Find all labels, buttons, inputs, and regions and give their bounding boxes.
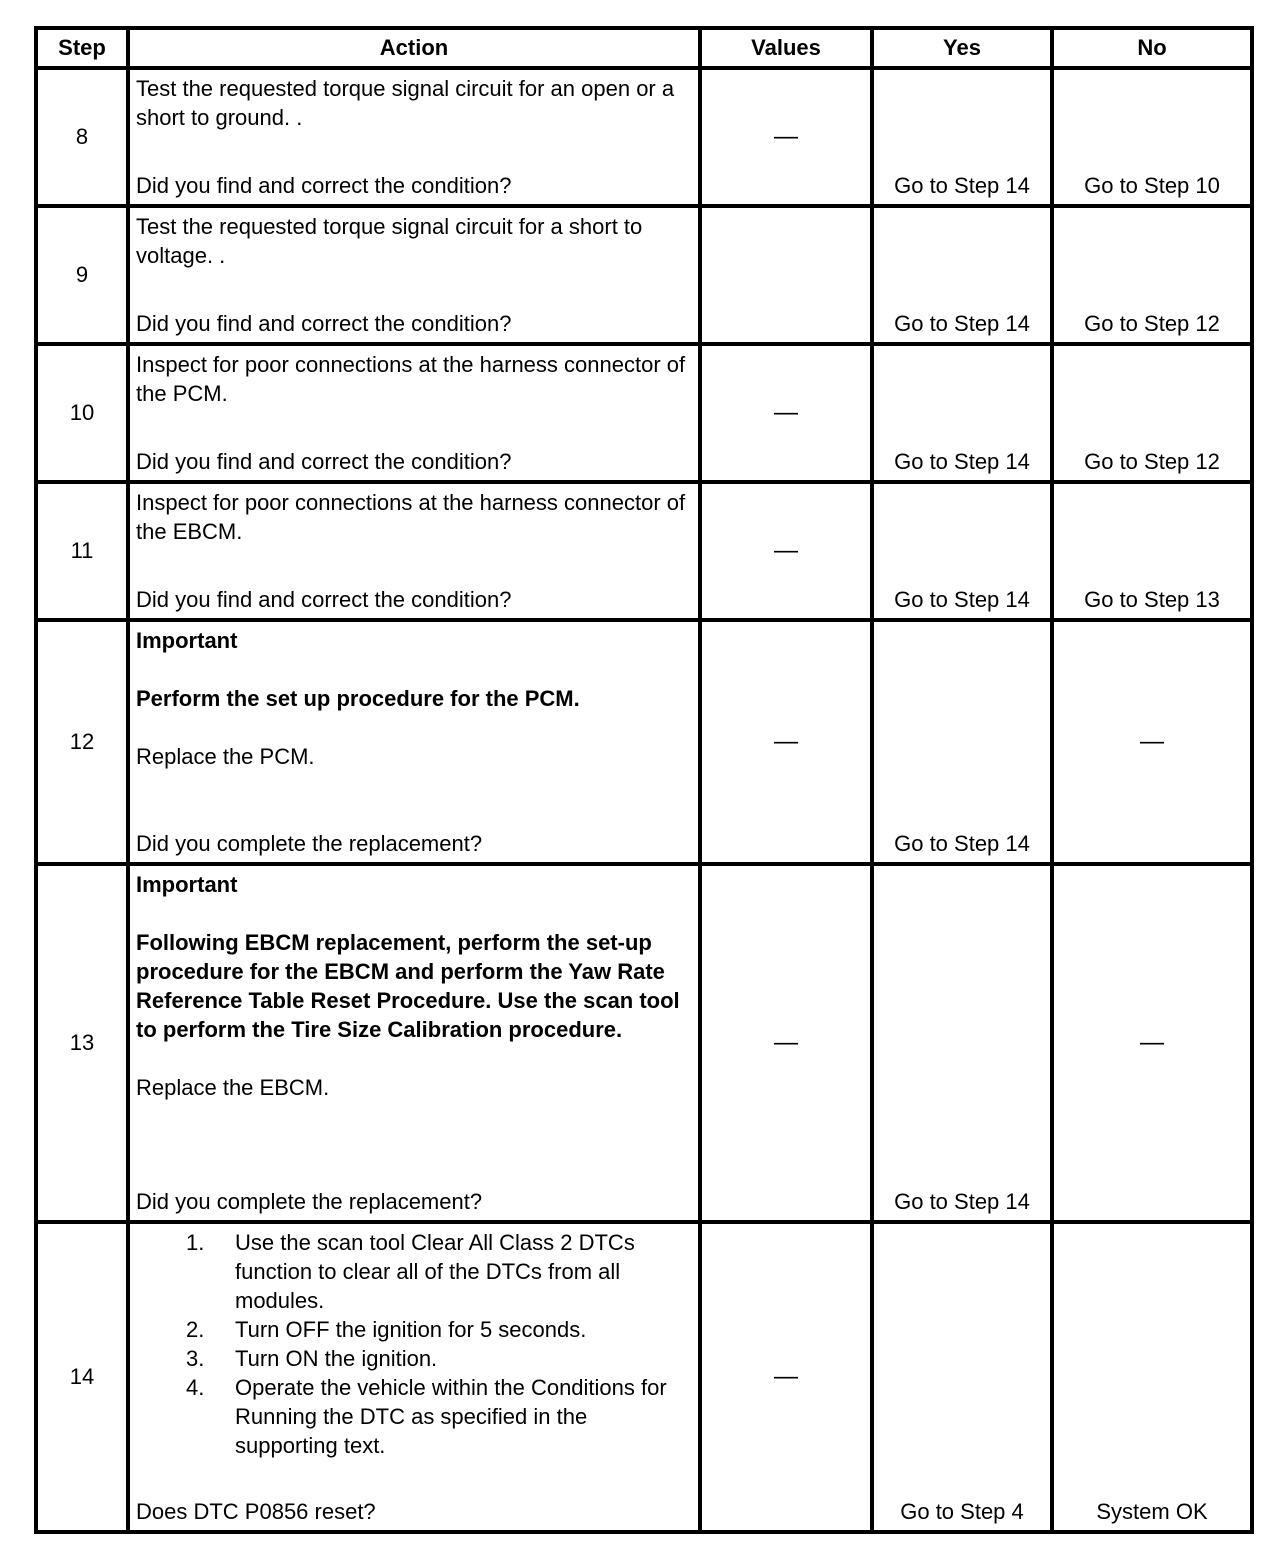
- step-number: 10: [36, 344, 128, 482]
- table-row: [36, 620, 1252, 864]
- action-cell: [128, 620, 700, 864]
- action-cell: [128, 482, 700, 620]
- yes-cell: [872, 68, 1052, 206]
- important-text: Following EBCM replacement, perform the set-up procedure for the EBCM and perform the Yaw Rate Reference Table Reset Procedure. Use the scan tool to perform the Tire Size Calibration procedure.: [136, 930, 680, 1042]
- values-dash: —: [774, 728, 798, 755]
- list-item: [136, 1344, 692, 1373]
- table-row: [36, 864, 1252, 1222]
- step-number: 9: [36, 206, 128, 344]
- values-dash: —: [774, 1363, 798, 1390]
- question-text: Did you complete the replacement?: [136, 1189, 483, 1214]
- header-no: No: [1052, 28, 1252, 68]
- header-yes: Yes: [872, 28, 1052, 68]
- yes-cell: [872, 344, 1052, 482]
- list-text: Operate the vehicle within the Conditions for Running the DTC as specified in the supporting text.: [235, 1375, 667, 1458]
- no-answer: Go to Step 12: [1084, 449, 1220, 474]
- list-item: [136, 1373, 692, 1460]
- important-label: Important: [136, 872, 238, 897]
- action-text: Test the requested torque signal circuit for an open or a short to ground. .: [136, 76, 675, 130]
- yes-cell: [872, 620, 1052, 864]
- table-row: [36, 344, 1252, 482]
- no-answer: Go to Step 12: [1084, 311, 1220, 336]
- header-values: Values: [700, 28, 872, 68]
- header-row: [36, 28, 1252, 68]
- yes-answer: Go to Step 14: [894, 449, 1030, 474]
- table-row: [36, 1222, 1252, 1532]
- yes-answer: Go to Step 4: [900, 1499, 1024, 1524]
- action-cell: [128, 68, 700, 206]
- step-number: 12: [36, 620, 128, 864]
- yes-answer: Go to Step 14: [894, 1189, 1030, 1214]
- yes-cell: [872, 482, 1052, 620]
- table-row: [36, 68, 1252, 206]
- values-cell: [700, 864, 872, 1222]
- no-cell: [1052, 1222, 1252, 1532]
- no-dash: —: [1140, 728, 1164, 755]
- list-text: Use the scan tool Clear All Class 2 DTCs function to clear all of the DTCs from all modules.: [235, 1230, 635, 1313]
- list-item: [136, 1228, 692, 1315]
- important-label: Important: [136, 628, 238, 653]
- values-dash: —: [774, 1029, 798, 1056]
- list-number: 3.: [186, 1346, 205, 1371]
- list-item: [136, 1315, 692, 1344]
- list-text: Turn OFF the ignition for 5 seconds.: [235, 1317, 587, 1342]
- yes-answer: Go to Step 14: [894, 587, 1030, 612]
- no-cell: [1052, 482, 1252, 620]
- action-text: Inspect for poor connections at the harness connector of the PCM.: [136, 352, 686, 406]
- step-number: 13: [36, 864, 128, 1222]
- no-answer: Go to Step 10: [1084, 173, 1220, 198]
- no-cell: [1052, 864, 1252, 1222]
- action-text: Replace the EBCM.: [136, 1075, 330, 1100]
- question-text: Did you find and correct the condition?: [136, 311, 512, 336]
- values-cell: [700, 206, 872, 344]
- yes-answer: Go to Step 14: [894, 831, 1030, 856]
- values-dash: —: [774, 537, 798, 564]
- action-text: Test the requested torque signal circuit for a short to voltage. .: [136, 214, 643, 268]
- header-step: Step: [36, 28, 128, 68]
- yes-cell: [872, 1222, 1052, 1532]
- step-number: 14: [36, 1222, 128, 1532]
- action-text: Replace the PCM.: [136, 744, 315, 769]
- list-number: 1.: [186, 1230, 205, 1255]
- values-cell: [700, 620, 872, 864]
- values-cell: [700, 344, 872, 482]
- table-row: [36, 482, 1252, 620]
- question-text: Did you find and correct the condition?: [136, 587, 512, 612]
- values-dash: —: [774, 123, 798, 150]
- values-cell: [700, 482, 872, 620]
- table-row: [36, 206, 1252, 344]
- yes-answer: Go to Step 14: [894, 173, 1030, 198]
- no-cell: [1052, 206, 1252, 344]
- action-cell: [128, 1222, 700, 1532]
- action-cell: [128, 344, 700, 482]
- values-dash: —: [774, 399, 798, 426]
- diagnostic-table: [34, 26, 1254, 1534]
- list-number: 4.: [186, 1375, 205, 1400]
- question-text: Does DTC P0856 reset?: [136, 1499, 376, 1524]
- procedure-list: [136, 1228, 692, 1460]
- values-cell: [700, 68, 872, 206]
- action-text: Inspect for poor connections at the harness connector of the EBCM.: [136, 490, 686, 544]
- question-text: Did you complete the replacement?: [136, 831, 483, 856]
- no-cell: [1052, 620, 1252, 864]
- no-cell: [1052, 344, 1252, 482]
- question-text: Did you find and correct the condition?: [136, 173, 512, 198]
- action-cell: [128, 864, 700, 1222]
- yes-cell: [872, 206, 1052, 344]
- no-cell: [1052, 68, 1252, 206]
- header-action: Action: [128, 28, 700, 68]
- question-text: Did you find and correct the condition?: [136, 449, 512, 474]
- no-dash: —: [1140, 1029, 1164, 1056]
- action-cell: [128, 206, 700, 344]
- list-text: Turn ON the ignition.: [235, 1346, 438, 1371]
- no-answer: Go to Step 13: [1084, 587, 1220, 612]
- important-text: Perform the set up procedure for the PCM.: [136, 686, 580, 711]
- yes-cell: [872, 864, 1052, 1222]
- step-number: 11: [36, 482, 128, 620]
- no-answer: System OK: [1096, 1499, 1208, 1524]
- values-cell: [700, 1222, 872, 1532]
- step-number: 8: [36, 68, 128, 206]
- yes-answer: Go to Step 14: [894, 311, 1030, 336]
- list-number: 2.: [186, 1317, 205, 1342]
